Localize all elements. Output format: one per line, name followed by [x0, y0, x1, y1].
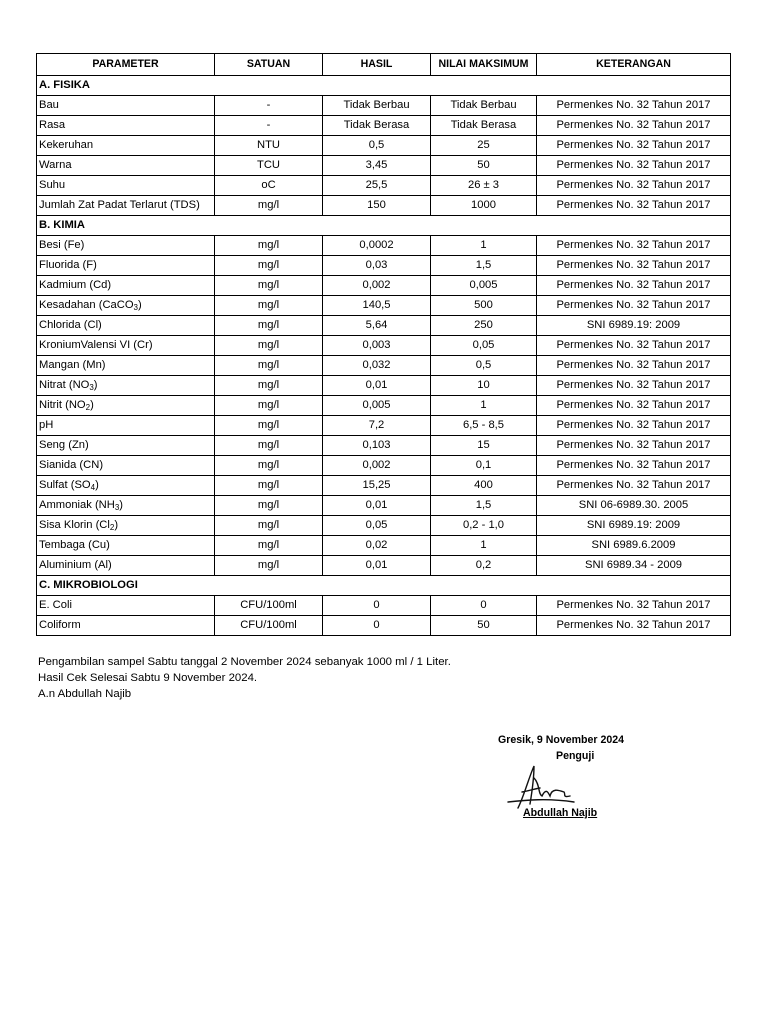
cell-satuan: mg/l: [215, 476, 323, 496]
cell-hasil: 0,0002: [323, 236, 431, 256]
parameter-tail: ): [90, 399, 94, 411]
cell-nilai-maksimum: 0,2: [431, 556, 537, 576]
cell-hasil: 0,01: [323, 556, 431, 576]
cell-parameter: [37, 256, 215, 276]
section-row: [37, 76, 731, 96]
section-title: C. MIKROBIOLOGI: [37, 576, 731, 596]
cell-nilai-maksimum: 50: [431, 156, 537, 176]
cell-hasil: 0: [323, 616, 431, 636]
cell-parameter: [37, 616, 215, 636]
cell-hasil: 0,103: [323, 436, 431, 456]
parameter-name: Kekeruhan: [39, 139, 94, 151]
cell-nilai-maksimum: 1: [431, 396, 537, 416]
cell-nilai-maksimum: 6,5 - 8,5: [431, 416, 537, 436]
cell-nilai-maksimum: 1000: [431, 196, 537, 216]
signature-place-date: Gresik, 9 November 2024: [498, 734, 625, 746]
cell-satuan: mg/l: [215, 416, 323, 436]
cell-hasil: 0,032: [323, 356, 431, 376]
cell-hasil: 140,5: [323, 296, 431, 316]
cell-nilai-maksimum: 15: [431, 436, 537, 456]
cell-hasil: Tidak Berasa: [323, 116, 431, 136]
parameter-name: Nitrat (NO: [39, 379, 90, 391]
cell-parameter: [37, 96, 215, 116]
parameter-subscript: 3: [133, 303, 138, 312]
cell-hasil: 0,01: [323, 376, 431, 396]
cell-hasil: 0,002: [323, 456, 431, 476]
results-table: [36, 53, 731, 636]
cell-satuan: -: [215, 96, 323, 116]
table-row: [37, 356, 731, 376]
parameter-name: pH: [39, 419, 54, 431]
table-row: [37, 176, 731, 196]
parameter-name: Coliform: [39, 619, 81, 631]
cell-keterangan: Permenkes No. 32 Tahun 2017: [537, 236, 731, 256]
table-row: [37, 276, 731, 296]
signature-role: Penguji: [556, 750, 595, 762]
cell-keterangan: Permenkes No. 32 Tahun 2017: [537, 416, 731, 436]
parameter-tail: ): [119, 499, 124, 511]
cell-hasil: 0,5: [323, 136, 431, 156]
cell-satuan: CFU/100ml: [215, 616, 323, 636]
cell-keterangan: SNI 6989.34 - 2009: [537, 556, 731, 576]
cell-keterangan: Permenkes No. 32 Tahun 2017: [537, 356, 731, 376]
table-row: [37, 196, 731, 216]
table-row: [37, 496, 731, 516]
cell-parameter: [37, 536, 215, 556]
cell-hasil: 0,02: [323, 536, 431, 556]
cell-nilai-maksimum: 0,1: [431, 456, 537, 476]
cell-parameter: [37, 116, 215, 136]
cell-hasil: 5,64: [323, 316, 431, 336]
cell-satuan: mg/l: [215, 516, 323, 536]
cell-satuan: mg/l: [215, 556, 323, 576]
table-row: [37, 436, 731, 456]
section-row: [37, 216, 731, 236]
lab-report: [36, 53, 730, 636]
table-row: [37, 316, 731, 336]
cell-nilai-maksimum: 1,5: [431, 256, 537, 276]
cell-keterangan: Permenkes No. 32 Tahun 2017: [537, 476, 731, 496]
cell-keterangan: Permenkes No. 32 Tahun 2017: [537, 176, 731, 196]
parameter-name: Tembaga (Cu): [39, 539, 110, 551]
cell-keterangan: Permenkes No. 32 Tahun 2017: [537, 596, 731, 616]
table-row: [37, 116, 731, 136]
parameter-tail: ): [95, 479, 99, 491]
cell-parameter: [37, 496, 215, 516]
parameter-name: Ammoniak (NH: [39, 499, 115, 511]
cell-hasil: 0,003: [323, 336, 431, 356]
cell-parameter: [37, 196, 215, 216]
cell-nilai-maksimum: 400: [431, 476, 537, 496]
cell-hasil: 0,002: [323, 276, 431, 296]
cell-keterangan: Permenkes No. 32 Tahun 2017: [537, 396, 731, 416]
cell-keterangan: Permenkes No. 32 Tahun 2017: [537, 196, 731, 216]
cell-keterangan: SNI 06-6989.30. 2005: [537, 496, 731, 516]
table-row: [37, 376, 731, 396]
cell-keterangan: Permenkes No. 32 Tahun 2017: [537, 156, 731, 176]
cell-nilai-maksimum: 0,05: [431, 336, 537, 356]
note-finished: Hasil Cek Selesai Sabtu 9 November 2024.: [38, 672, 258, 684]
parameter-subscript: 2: [85, 403, 91, 412]
table-row: [37, 336, 731, 356]
cell-parameter: [37, 516, 215, 536]
cell-satuan: mg/l: [215, 376, 323, 396]
cell-nilai-maksimum: 25: [431, 136, 537, 156]
parameter-name: Sulfat (SO: [39, 479, 91, 491]
cell-parameter: [37, 436, 215, 456]
cell-nilai-maksimum: 50: [431, 616, 537, 636]
header-nilai-maksimum: NILAI MAKSIMUM: [431, 54, 537, 76]
parameter-name: E. Coli: [39, 599, 72, 611]
parameter-name: Suhu: [39, 179, 66, 191]
table-row: [37, 476, 731, 496]
cell-hasil: 0: [323, 596, 431, 616]
table-row: [37, 396, 731, 416]
cell-keterangan: Permenkes No. 32 Tahun 2017: [537, 296, 731, 316]
cell-satuan: mg/l: [215, 436, 323, 456]
cell-parameter: [37, 556, 215, 576]
cell-parameter: [37, 176, 215, 196]
cell-satuan: oC: [215, 176, 323, 196]
cell-keterangan: Permenkes No. 32 Tahun 2017: [537, 96, 731, 116]
cell-satuan: mg/l: [215, 316, 323, 336]
parameter-name: KroniumValensi VI (Cr): [39, 339, 153, 351]
cell-satuan: mg/l: [215, 296, 323, 316]
cell-keterangan: Permenkes No. 32 Tahun 2017: [537, 436, 731, 456]
cell-nilai-maksimum: 10: [431, 376, 537, 396]
cell-nilai-maksimum: 250: [431, 316, 537, 336]
parameter-name: Seng (Zn): [39, 439, 89, 451]
parameter-name: Besi (Fe): [39, 239, 85, 251]
cell-nilai-maksimum: 0: [431, 596, 537, 616]
table-header-row: [37, 54, 731, 76]
cell-nilai-maksimum: Tidak Berbau: [431, 96, 537, 116]
parameter-name: Warna: [39, 159, 72, 171]
header-hasil: HASIL: [323, 54, 431, 76]
cell-nilai-maksimum: 1: [431, 236, 537, 256]
cell-hasil: 15,25: [323, 476, 431, 496]
section-title: A. FISIKA: [37, 76, 731, 96]
cell-parameter: [37, 396, 215, 416]
table-row: [37, 136, 731, 156]
parameter-tail: ): [114, 519, 119, 531]
cell-satuan: mg/l: [215, 256, 323, 276]
cell-nilai-maksimum: 500: [431, 296, 537, 316]
parameter-name: Kadmium (Cd): [39, 279, 112, 291]
cell-parameter: [37, 476, 215, 496]
parameter-name: Bau: [39, 99, 59, 111]
cell-hasil: 25,5: [323, 176, 431, 196]
results-body: [37, 76, 731, 636]
parameter-name: Fluorida (F): [39, 259, 97, 271]
table-row: [37, 616, 731, 636]
table-row: [37, 256, 731, 276]
parameter-subscript: 4: [90, 483, 96, 492]
table-row: [37, 96, 731, 116]
cell-keterangan: Permenkes No. 32 Tahun 2017: [537, 336, 731, 356]
parameter-name: Kesadahan (CaCO: [39, 299, 134, 311]
cell-parameter: [37, 156, 215, 176]
table-row: [37, 516, 731, 536]
cell-satuan: -: [215, 116, 323, 136]
cell-satuan: mg/l: [215, 196, 323, 216]
cell-nilai-maksimum: 0,005: [431, 276, 537, 296]
cell-parameter: [37, 336, 215, 356]
cell-nilai-maksimum: Tidak Berasa: [431, 116, 537, 136]
cell-satuan: TCU: [215, 156, 323, 176]
table-row: [37, 556, 731, 576]
notes: [38, 654, 451, 702]
cell-keterangan: Permenkes No. 32 Tahun 2017: [537, 456, 731, 476]
note-on-behalf: A.n Abdullah Najib: [38, 688, 132, 700]
cell-parameter: [37, 356, 215, 376]
parameter-name: Sisa Klorin (Cl: [39, 519, 110, 531]
cell-parameter: [37, 416, 215, 436]
cell-hasil: 3,45: [323, 156, 431, 176]
table-row: [37, 416, 731, 436]
cell-parameter: [37, 376, 215, 396]
cell-nilai-maksimum: 1,5: [431, 496, 537, 516]
header-parameter: PARAMETER: [37, 54, 215, 76]
table-row: [37, 456, 731, 476]
cell-satuan: mg/l: [215, 396, 323, 416]
cell-parameter: [37, 276, 215, 296]
parameter-name: Aluminium (Al): [39, 559, 112, 571]
parameter-name: Sianida (CN): [39, 459, 104, 471]
cell-nilai-maksimum: 0,2 - 1,0: [431, 516, 537, 536]
cell-keterangan: Permenkes No. 32 Tahun 2017: [537, 256, 731, 276]
cell-nilai-maksimum: 26 ± 3: [431, 176, 537, 196]
cell-keterangan: Permenkes No. 32 Tahun 2017: [537, 276, 731, 296]
cell-satuan: mg/l: [215, 236, 323, 256]
note-sampling: Pengambilan sampel Sabtu tanggal 2 November 2024 sebanyak 1000 ml / 1 Liter.: [38, 656, 451, 668]
cell-hasil: 7,2: [323, 416, 431, 436]
cell-keterangan: Permenkes No. 32 Tahun 2017: [537, 116, 731, 136]
cell-parameter: [37, 316, 215, 336]
section-title: B. KIMIA: [37, 216, 731, 236]
table-row: [37, 296, 731, 316]
cell-satuan: mg/l: [215, 336, 323, 356]
cell-hasil: 0,05: [323, 516, 431, 536]
header-satuan: SATUAN: [215, 54, 323, 76]
table-row: [37, 236, 731, 256]
cell-nilai-maksimum: 0,5: [431, 356, 537, 376]
table-row: [37, 536, 731, 556]
section-row: [37, 576, 731, 596]
cell-keterangan: SNI 6989.6.2009: [537, 536, 731, 556]
cell-keterangan: Permenkes No. 32 Tahun 2017: [537, 136, 731, 156]
cell-parameter: [37, 296, 215, 316]
parameter-subscript: 3: [114, 503, 120, 512]
parameter-name: Rasa: [39, 119, 66, 131]
parameter-name: Chlorida (Cl): [39, 319, 102, 331]
cell-keterangan: Permenkes No. 32 Tahun 2017: [537, 616, 731, 636]
parameter-name: Jumlah Zat Padat Terlarut (TDS): [39, 199, 200, 211]
cell-hasil: 0,005: [323, 396, 431, 416]
cell-parameter: [37, 136, 215, 156]
cell-satuan: mg/l: [215, 456, 323, 476]
cell-parameter: [37, 596, 215, 616]
cell-satuan: mg/l: [215, 276, 323, 296]
cell-keterangan: SNI 6989.19: 2009: [537, 516, 731, 536]
parameter-name: Mangan (Mn): [39, 359, 106, 371]
signature-name: Abdullah Najib: [523, 807, 598, 819]
cell-hasil: 0,03: [323, 256, 431, 276]
parameter-name: Nitrit (NO: [39, 399, 86, 411]
cell-satuan: mg/l: [215, 356, 323, 376]
cell-satuan: mg/l: [215, 536, 323, 556]
cell-satuan: NTU: [215, 136, 323, 156]
cell-keterangan: SNI 6989.19: 2009: [537, 316, 731, 336]
parameter-subscript: 2: [109, 523, 115, 532]
cell-parameter: [37, 236, 215, 256]
cell-satuan: CFU/100ml: [215, 596, 323, 616]
table-row: [37, 596, 731, 616]
cell-parameter: [37, 456, 215, 476]
table-row: [37, 156, 731, 176]
cell-hasil: 150: [323, 196, 431, 216]
cell-hasil: Tidak Berbau: [323, 96, 431, 116]
cell-satuan: mg/l: [215, 496, 323, 516]
parameter-subscript: 3: [89, 383, 94, 392]
cell-nilai-maksimum: 1: [431, 536, 537, 556]
header-keterangan: KETERANGAN: [537, 54, 731, 76]
cell-hasil: 0,01: [323, 496, 431, 516]
cell-keterangan: Permenkes No. 32 Tahun 2017: [537, 376, 731, 396]
parameter-tail: ): [137, 299, 142, 311]
parameter-tail: ): [93, 379, 98, 391]
